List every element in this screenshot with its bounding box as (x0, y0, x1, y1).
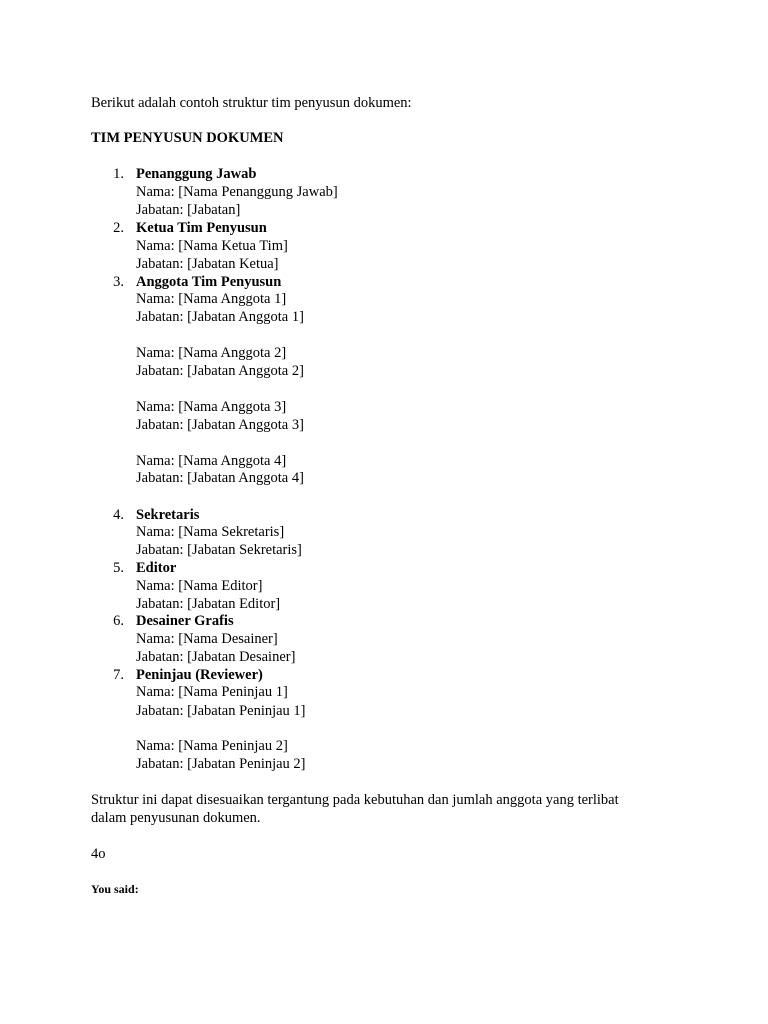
list-number-1: 1. (113, 166, 124, 182)
nama-line: Nama: [Nama Anggota 3] (136, 399, 287, 415)
role-title-anggota-tim: Anggota Tim Penyusun (136, 274, 282, 290)
nama-line: Nama: [Nama Penanggung Jawab] (136, 184, 338, 200)
document-heading: TIM PENYUSUN DOKUMEN (91, 130, 284, 146)
nama-line: Nama: [Nama Peninjau 1] (136, 684, 288, 700)
nama-line: Nama: [Nama Peninjau 2] (136, 738, 288, 754)
model-label: 4o (91, 846, 106, 862)
intro-text: Berikut adalah contoh struktur tim penyusun dokumen: (91, 95, 412, 111)
jabatan-line: Jabatan: [Jabatan Editor] (136, 596, 281, 612)
jabatan-line: Jabatan: [Jabatan Anggota 2] (136, 363, 304, 379)
role-title-ketua-tim: Ketua Tim Penyusun (136, 220, 267, 236)
list-number-3: 3. (113, 274, 124, 290)
role-title-sekretaris: Sekretaris (136, 507, 200, 523)
list-number-6: 6. (113, 613, 124, 629)
role-title-peninjau: Peninjau (Reviewer) (136, 667, 263, 683)
list-number-4: 4. (113, 507, 124, 523)
list-number-7: 7. (113, 667, 124, 683)
nama-line: Nama: [Nama Editor] (136, 578, 263, 594)
role-title-desainer-grafis: Desainer Grafis (136, 613, 234, 629)
list-number-5: 5. (113, 560, 124, 576)
nama-line: Nama: [Nama Ketua Tim] (136, 238, 288, 254)
nama-line: Nama: [Nama Sekretaris] (136, 524, 285, 540)
jabatan-line: Jabatan: [Jabatan Peninjau 2] (136, 756, 306, 772)
jabatan-line: Jabatan: [Jabatan Sekretaris] (136, 542, 302, 558)
jabatan-line: Jabatan: [Jabatan] (136, 202, 241, 218)
list-number-2: 2. (113, 220, 124, 236)
role-title-penanggung-jawab: Penanggung Jawab (136, 166, 257, 182)
nama-line: Nama: [Nama Desainer] (136, 631, 278, 647)
you-said-label: You said: (91, 882, 139, 896)
nama-line: Nama: [Nama Anggota 4] (136, 453, 287, 469)
jabatan-line: Jabatan: [Jabatan Anggota 3] (136, 417, 304, 433)
nama-line: Nama: [Nama Anggota 2] (136, 345, 287, 361)
jabatan-line: Jabatan: [Jabatan Peninjau 1] (136, 703, 306, 719)
jabatan-line: Jabatan: [Jabatan Anggota 4] (136, 470, 304, 486)
closing-text-line-1: Struktur ini dapat disesuaikan tergantung pada kebutuhan dan jumlah anggota yang terlibat (91, 792, 619, 808)
nama-line: Nama: [Nama Anggota 1] (136, 291, 287, 307)
jabatan-line: Jabatan: [Jabatan Desainer] (136, 649, 296, 665)
jabatan-line: Jabatan: [Jabatan Ketua] (136, 256, 279, 272)
jabatan-line: Jabatan: [Jabatan Anggota 1] (136, 309, 304, 325)
role-title-editor: Editor (136, 560, 177, 576)
closing-text-line-2: dalam penyusunan dokumen. (91, 810, 261, 826)
